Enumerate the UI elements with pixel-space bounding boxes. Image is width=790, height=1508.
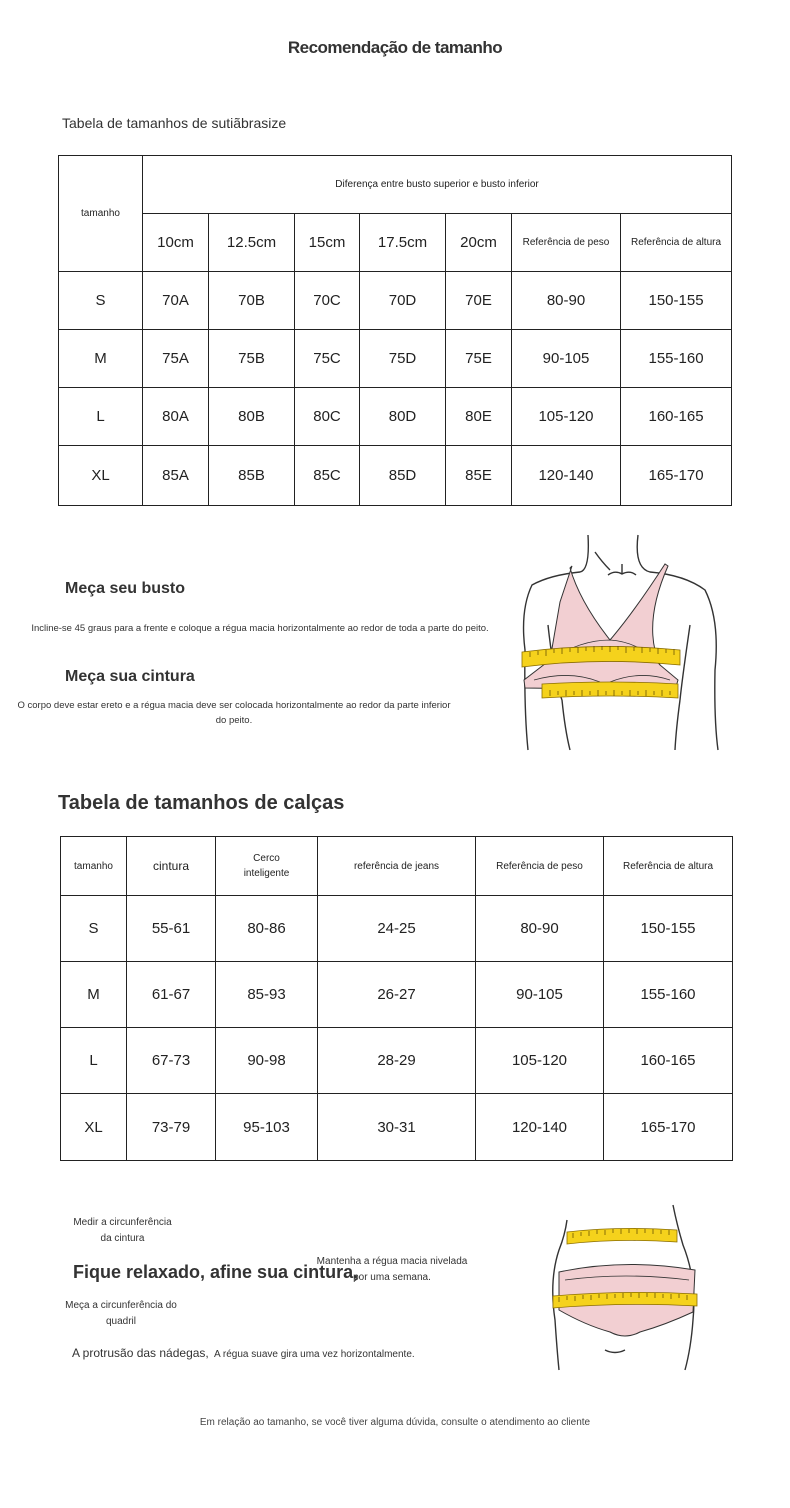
table-cell: 105-120 xyxy=(512,388,621,446)
table-cell: 85A xyxy=(143,446,209,506)
waist-instructions: O corpo deve estar ereto e a régua macia deve ser colocada horizontalmente ao redor da parte inferior do peito. xyxy=(17,700,451,726)
table-cell: 105-120 xyxy=(476,1028,604,1094)
table-cell: 85-93 xyxy=(216,962,318,1028)
table-cell: 67-73 xyxy=(127,1028,216,1094)
table-cell: 26-27 xyxy=(318,962,476,1028)
table-cell: 150-155 xyxy=(621,272,732,330)
table-cell: L xyxy=(61,1028,127,1094)
table-cell: 80E xyxy=(446,388,512,446)
column-header: 15cm xyxy=(295,214,360,272)
size-header: tamanho xyxy=(59,156,143,272)
table-cell: 80C xyxy=(295,388,360,446)
table-cell: 75E xyxy=(446,330,512,388)
table-cell: 24-25 xyxy=(318,896,476,962)
table-row xyxy=(59,272,732,330)
hip-circumference-label: Meça a circunferência do quadril xyxy=(65,1300,177,1327)
column-header: Referência de altura xyxy=(604,837,733,896)
column-header: 12.5cm xyxy=(209,214,295,272)
table-cell: 61-67 xyxy=(127,962,216,1028)
table-row xyxy=(61,896,733,962)
waist-tape-measure xyxy=(567,1228,677,1244)
table-cell: 95-103 xyxy=(216,1094,318,1161)
table-cell: 85D xyxy=(360,446,446,506)
table-cell: 150-155 xyxy=(604,896,733,962)
table-cell: 85E xyxy=(446,446,512,506)
ruler-instruction: A régua suave gira uma vez horizontalmente. xyxy=(214,1349,415,1360)
table-cell: 70C xyxy=(295,272,360,330)
table-cell: 80B xyxy=(209,388,295,446)
table-cell: 80-90 xyxy=(476,896,604,962)
hip-measure-illustration xyxy=(545,1200,715,1375)
waist-circumference-label: Medir a circunferência da cintura xyxy=(73,1217,172,1244)
table-row xyxy=(61,1094,733,1161)
waist-heading: Meça sua cintura xyxy=(65,668,195,685)
table-cell: 160-165 xyxy=(604,1028,733,1094)
bust-heading: Meça seu busto xyxy=(65,580,186,597)
table-cell: 70E xyxy=(446,272,512,330)
level-instruction: Mantenha a régua macia nivelada por uma semana. xyxy=(316,1256,468,1283)
table-cell: 30-31 xyxy=(318,1094,476,1161)
table-row xyxy=(59,446,732,506)
table-cell: 160-165 xyxy=(621,388,732,446)
table-cell: 75A xyxy=(143,330,209,388)
table-cell: 75C xyxy=(295,330,360,388)
relax-instruction: Fique relaxado, afine sua cintura, xyxy=(73,1262,359,1282)
column-header: 17.5cm xyxy=(360,214,446,272)
pants-size-table xyxy=(60,836,733,1161)
table-cell: 155-160 xyxy=(621,330,732,388)
table-cell: 80-90 xyxy=(512,272,621,330)
table-row xyxy=(59,330,732,388)
column-header: Referência de peso xyxy=(476,837,604,896)
column-header: Cerco inteligente xyxy=(216,837,318,896)
pants-table-caption: Tabela de tamanhos de calças xyxy=(58,792,345,814)
table-cell: 85B xyxy=(209,446,295,506)
table-cell: XL xyxy=(61,1094,127,1161)
table-cell: 73-79 xyxy=(127,1094,216,1161)
table-cell: 165-170 xyxy=(604,1094,733,1161)
table-row xyxy=(61,1028,733,1094)
column-header: 10cm xyxy=(143,214,209,272)
difference-header: Diferença entre busto superior e busto inferior xyxy=(143,156,732,214)
table-cell: 75D xyxy=(360,330,446,388)
bust-instructions: Incline-se 45 graus para a frente e coloque a régua macia horizontalmente ao redor de toda a parte do peito. xyxy=(31,623,489,634)
column-header: cintura xyxy=(127,837,216,896)
table-cell: 80A xyxy=(143,388,209,446)
table-cell: 70A xyxy=(143,272,209,330)
bust-measure-illustration xyxy=(510,530,740,755)
table-row xyxy=(61,962,733,1028)
table-cell: M xyxy=(59,330,143,388)
table-cell: 75B xyxy=(209,330,295,388)
table-row xyxy=(59,388,732,446)
table-cell: 90-105 xyxy=(476,962,604,1028)
table-cell: 70B xyxy=(209,272,295,330)
column-header: referência de jeans xyxy=(318,837,476,896)
table-cell: 80D xyxy=(360,388,446,446)
table-cell: 70D xyxy=(360,272,446,330)
table-cell: 120-140 xyxy=(476,1094,604,1161)
column-header: 20cm xyxy=(446,214,512,272)
table-cell: 85C xyxy=(295,446,360,506)
table-cell: 120-140 xyxy=(512,446,621,506)
table-cell: M xyxy=(61,962,127,1028)
bra-size-table xyxy=(58,155,732,506)
table-cell: 155-160 xyxy=(604,962,733,1028)
table-cell: XL xyxy=(59,446,143,506)
table-cell: 80-86 xyxy=(216,896,318,962)
table-cell: S xyxy=(59,272,143,330)
table-cell: 90-105 xyxy=(512,330,621,388)
bra-table-caption: Tabela de tamanhos de sutiãbrasize xyxy=(62,115,287,131)
footer-note: Em relação ao tamanho, se você tiver alguma dúvida, consulte o atendimento ao cliente xyxy=(199,1417,591,1428)
page-title: Recomendação de tamanho xyxy=(287,38,503,57)
table-cell: 28-29 xyxy=(318,1028,476,1094)
table-cell: S xyxy=(61,896,127,962)
table-cell: 90-98 xyxy=(216,1028,318,1094)
column-header: tamanho xyxy=(61,837,127,896)
table-cell: L xyxy=(59,388,143,446)
column-header: Referência de altura xyxy=(621,214,732,272)
table-cell: 165-170 xyxy=(621,446,732,506)
table-cell: 55-61 xyxy=(127,896,216,962)
buttocks-instruction: A protrusão das nádegas, xyxy=(72,1346,209,1360)
column-header: Referência de peso xyxy=(512,214,621,272)
tape-measure-lower xyxy=(542,682,678,698)
